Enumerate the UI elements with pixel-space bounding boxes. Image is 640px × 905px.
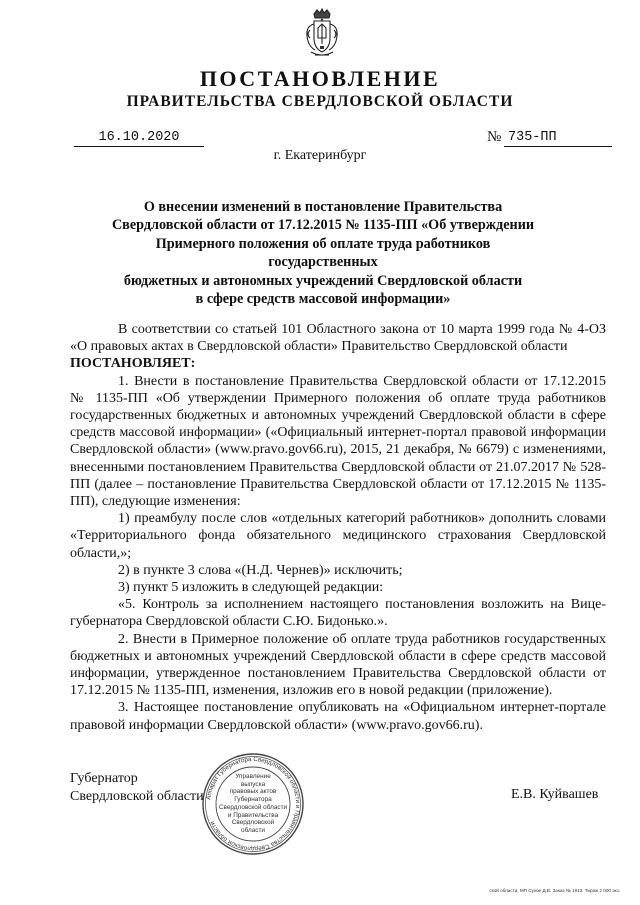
stamp-line: Свердловской области	[218, 803, 288, 811]
stamp-line: Свердловской	[231, 819, 275, 827]
stamp-line: Губернатора	[234, 796, 272, 804]
heading-line: Свердловской области от 17.12.2015 № 1135-ПП «Об утверждении	[111, 217, 535, 234]
document-heading	[100, 198, 546, 308]
stamp-line: правовых актов	[229, 788, 277, 796]
heading-line: в сфере средств массовой информации»	[195, 291, 451, 308]
signatory-name: Е.В. Куйвашев	[511, 787, 599, 802]
print-footer-note: ской области, МП Сухое Д.В. Заказ № 1913. Тираж 2 000 экз.	[489, 888, 620, 893]
coat-of-arms-icon	[302, 8, 342, 60]
document-date: 16.10.2020	[74, 130, 204, 147]
item-1-paragraph: 1. Внести в постановление Правительства Свердловской области от 17.12.2015 № 1135-ПП «Об утверждении Примерного положения об оплате труда работников государственных бюджетных и автономных учреждений Свердловской области в сфере средств массовой информации» («Официальный интернет-портал правовой информации Свердловской области» (www.pravo.gov66.ru), 2015, 21 декабря, № 6679) с изменениями, внесенными постановлением Правительства Свердловской области от 21.07.2017 № 528-ПП (далее – постановление Правительства Свердловской области от 17.12.2015 № 1135-ПП), следующие изменения:	[70, 373, 606, 510]
signatory-title	[70, 770, 204, 805]
heading-line: бюджетных и автономных учреждений Свердловской области	[123, 272, 523, 289]
decree-word: ПОСТАНОВЛЯЕТ:	[70, 356, 196, 372]
stamp-line: области	[241, 826, 265, 834]
number-label: №	[487, 129, 502, 145]
issuer-subtitle: ПРАВИТЕЛЬСТВА СВЕРДЛОВСКОЙ ОБЛАСТИ	[126, 93, 514, 110]
item-1-subitem-1: 1) преамбулу после слов «отдельных категорий работников» дополнить словами «Территориального фонда обязательного медицинского страхования Свердловской области,»;	[70, 511, 606, 561]
heading-line: Примерного положения об оплате труда работников государственных	[155, 235, 491, 271]
stamp-line: Управление	[235, 773, 271, 780]
issue-city: г. Екатеринбург	[273, 148, 367, 163]
stamp-ring-text: Аппарат Губернатора Свердловской области и Правительства Свердловской области	[205, 755, 302, 853]
intro-paragraph: В соответствии со статьей 101 Областного закона от 10 марта 1999 года № 4-ОЗ «О правовых актах в Свердловской области» Правительство Свердловской области	[70, 322, 606, 355]
item-1-subitem-2: 2) в пункте 3 слова «(Н.Д. Чернев)» исключить;	[118, 562, 403, 578]
item-3-paragraph: 3. Настоящее постановление опубликовать на «Официальном интернет-портале правовой информации Свердловской области» (www.pravo.gov66.ru).	[70, 700, 606, 733]
document-body	[70, 321, 606, 734]
item-2-paragraph: 2. Внести в Примерное положение об оплате труда работников государственных бюджетных и автономных учреждений Свердловской области в сфере средств массовой информации, утвержденное постановлением Правительства Свердловской области от 17.12.2015 № 1135-ПП, изменения, изложив его в новой редакции (приложение).	[70, 631, 606, 699]
item-1-subitem-3-text: «5. Контроль за исполнением настоящего постановления возложить на Вице-губернатора Свердловской области С.Ю. Бидонько.».	[70, 597, 606, 630]
document-type-title: ПОСТАНОВЛЕНИЕ	[199, 66, 441, 91]
document-number: 735-ПП	[504, 130, 612, 147]
stamp-center-text	[214, 773, 292, 835]
stamp-line: выпуска	[240, 780, 266, 788]
item-1-subitem-3: 3) пункт 5 изложить в следующей редакции:	[118, 580, 384, 596]
heading-line: О внесении изменений в постановление Правительства	[143, 199, 503, 215]
stamp-line: и Правительства	[227, 811, 279, 819]
signatory-title-line: Губернатор	[70, 771, 138, 786]
signatory-title-line: Свердловской области	[70, 788, 204, 804]
